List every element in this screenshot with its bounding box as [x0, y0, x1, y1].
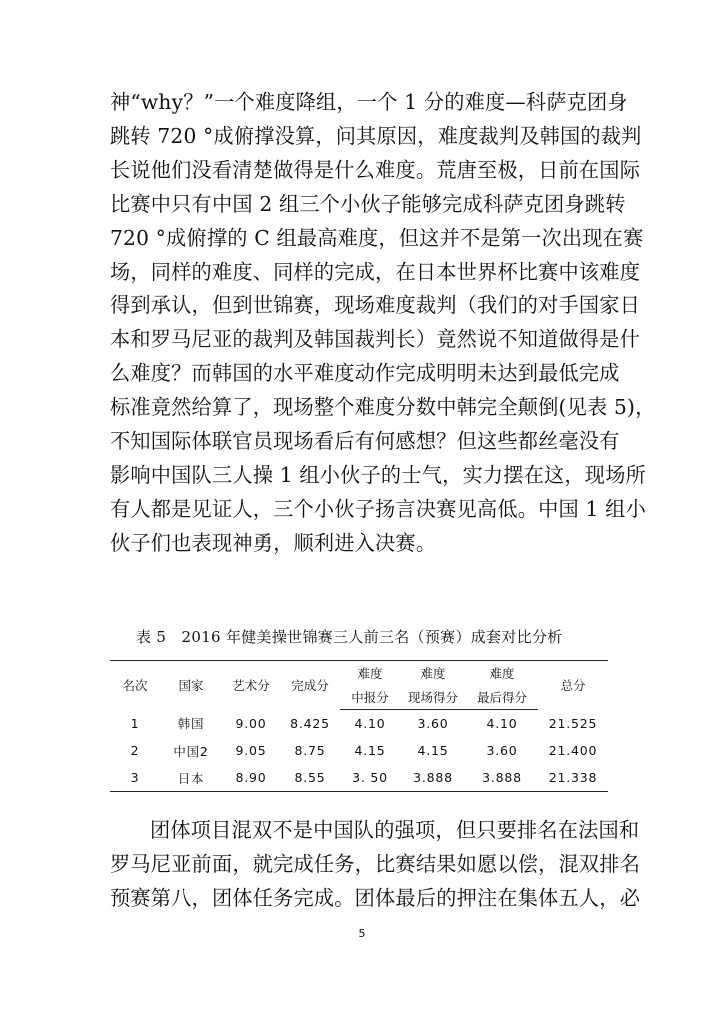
- text-line: 跳转 720 °成俯撑没算，问其原因，难度裁判及韩国的裁判: [110, 123, 642, 148]
- text-line: 场，同样的难度、同样的完成，在日本世界杯比赛中该难度: [110, 259, 641, 284]
- cell-total: 21.525: [548, 715, 598, 731]
- cell-rank: 2: [130, 743, 140, 758]
- text-line: 标准竟然给算了，现场整个难度分数中韩完全颠倒(见表 5)，: [110, 395, 656, 420]
- cell-exec: 8.55: [280, 764, 340, 792]
- text-line: 本和罗马尼亚的裁判及韩国裁判长）竟然说不知道做得是什: [110, 327, 641, 352]
- header-difficulty-3: 难度: [466, 661, 538, 686]
- text-line: 么难度？而韩国的水平难度动作完成明明未达到最低完成: [110, 361, 620, 386]
- cell-exec: 8.75: [294, 743, 326, 758]
- cell-diff-declared: 4.10: [354, 716, 386, 731]
- cell-art: 9.05: [235, 743, 267, 758]
- text-line: 罗马尼亚前面，就完成任务，比赛结果如愿以偿，混双排名: [110, 851, 641, 876]
- text-line: 得到承认，但到世锦赛，现场难度裁判（我们的对手国家日: [110, 293, 641, 318]
- cell-country: 韩国: [177, 716, 205, 732]
- cell-country: 日本: [160, 764, 222, 792]
- text-line: 比赛中只有中国 2 组三个小伙子能够完成科萨克团身跳转: [110, 191, 626, 216]
- cell-diff-onsite: 3.888: [400, 764, 466, 792]
- body-paragraph-2: [110, 814, 641, 916]
- table-row: [110, 764, 608, 792]
- header-difficulty-1: 难度: [340, 661, 400, 686]
- header-difficulty-final: 最后得分: [466, 685, 538, 710]
- cell-total: 21.338: [538, 764, 608, 792]
- body-paragraph-1: [110, 86, 656, 561]
- header-country: 国家: [160, 661, 222, 710]
- text-line: 长说他们没看清楚做得是什么难度。荒唐至极，日前在国际: [110, 157, 641, 182]
- header-difficulty-declared: 中报分: [340, 685, 400, 710]
- header-total: 总分: [538, 661, 608, 710]
- cell-diff-final: 3.60: [486, 743, 518, 758]
- text-line: 不知国际体联官员现场看后有何感想？但这些都丝毫没有: [110, 429, 620, 454]
- cell-rank: 3: [110, 764, 160, 792]
- cell-diff-declared: 4.15: [354, 743, 386, 758]
- header-difficulty-onsite: 现场得分: [400, 685, 466, 710]
- header-exec-score: 完成分: [280, 661, 340, 710]
- header-art-score: 艺术分: [222, 661, 280, 710]
- cell-total: 21.400: [548, 743, 598, 758]
- cell-art: 8.90: [222, 764, 280, 792]
- header-rank: 名次: [110, 661, 160, 710]
- page-number: 5: [358, 927, 366, 940]
- table-row: [110, 710, 608, 738]
- cell-diff-declared: 3. 50: [340, 764, 400, 792]
- cell-diff-onsite: 4.15: [417, 743, 449, 758]
- text-line: 影响中国队三人操 1 组小伙子的士气，实力摆在这，现场所: [110, 462, 646, 487]
- table-header: [110, 661, 608, 710]
- cell-diff-onsite: 3.60: [417, 716, 449, 731]
- cell-diff-final: 4.10: [486, 716, 518, 731]
- text-line: 预赛第八，团体任务完成。团体最后的押注在集体五人，必: [110, 885, 641, 910]
- cell-diff-final: 3.888: [466, 764, 538, 792]
- text-line: 720 °成俯撑的 C 组最高难度，但这并不是第一次出现在赛: [110, 225, 644, 250]
- cell-art: 9.00: [235, 715, 267, 731]
- header-difficulty-2: 难度: [400, 661, 466, 686]
- cell-rank: 1: [130, 715, 140, 731]
- text-line: 伙子们也表现神勇，顺利进入决赛。: [110, 530, 437, 555]
- text-line: 团体项目混双不是中国队的强项，但只要排名在法国和: [150, 818, 640, 842]
- text-line: 神“why？”一个难度降组，一个 1 分的难度—科萨克团身: [110, 90, 628, 114]
- score-table-container: [110, 660, 608, 792]
- text-line: 有人都是见证人，三个小伙子扬言决赛见高低。中国 1 组小: [110, 496, 646, 521]
- cell-country: 中国2: [173, 743, 209, 759]
- score-comparison-table: [110, 660, 608, 792]
- table-body: [110, 710, 608, 792]
- table-row: [110, 737, 608, 764]
- cell-exec: 8.425: [290, 715, 330, 731]
- table-caption: 表 5 2016 年健美操世锦赛三人前三名（预赛）成套对比分析: [136, 628, 563, 646]
